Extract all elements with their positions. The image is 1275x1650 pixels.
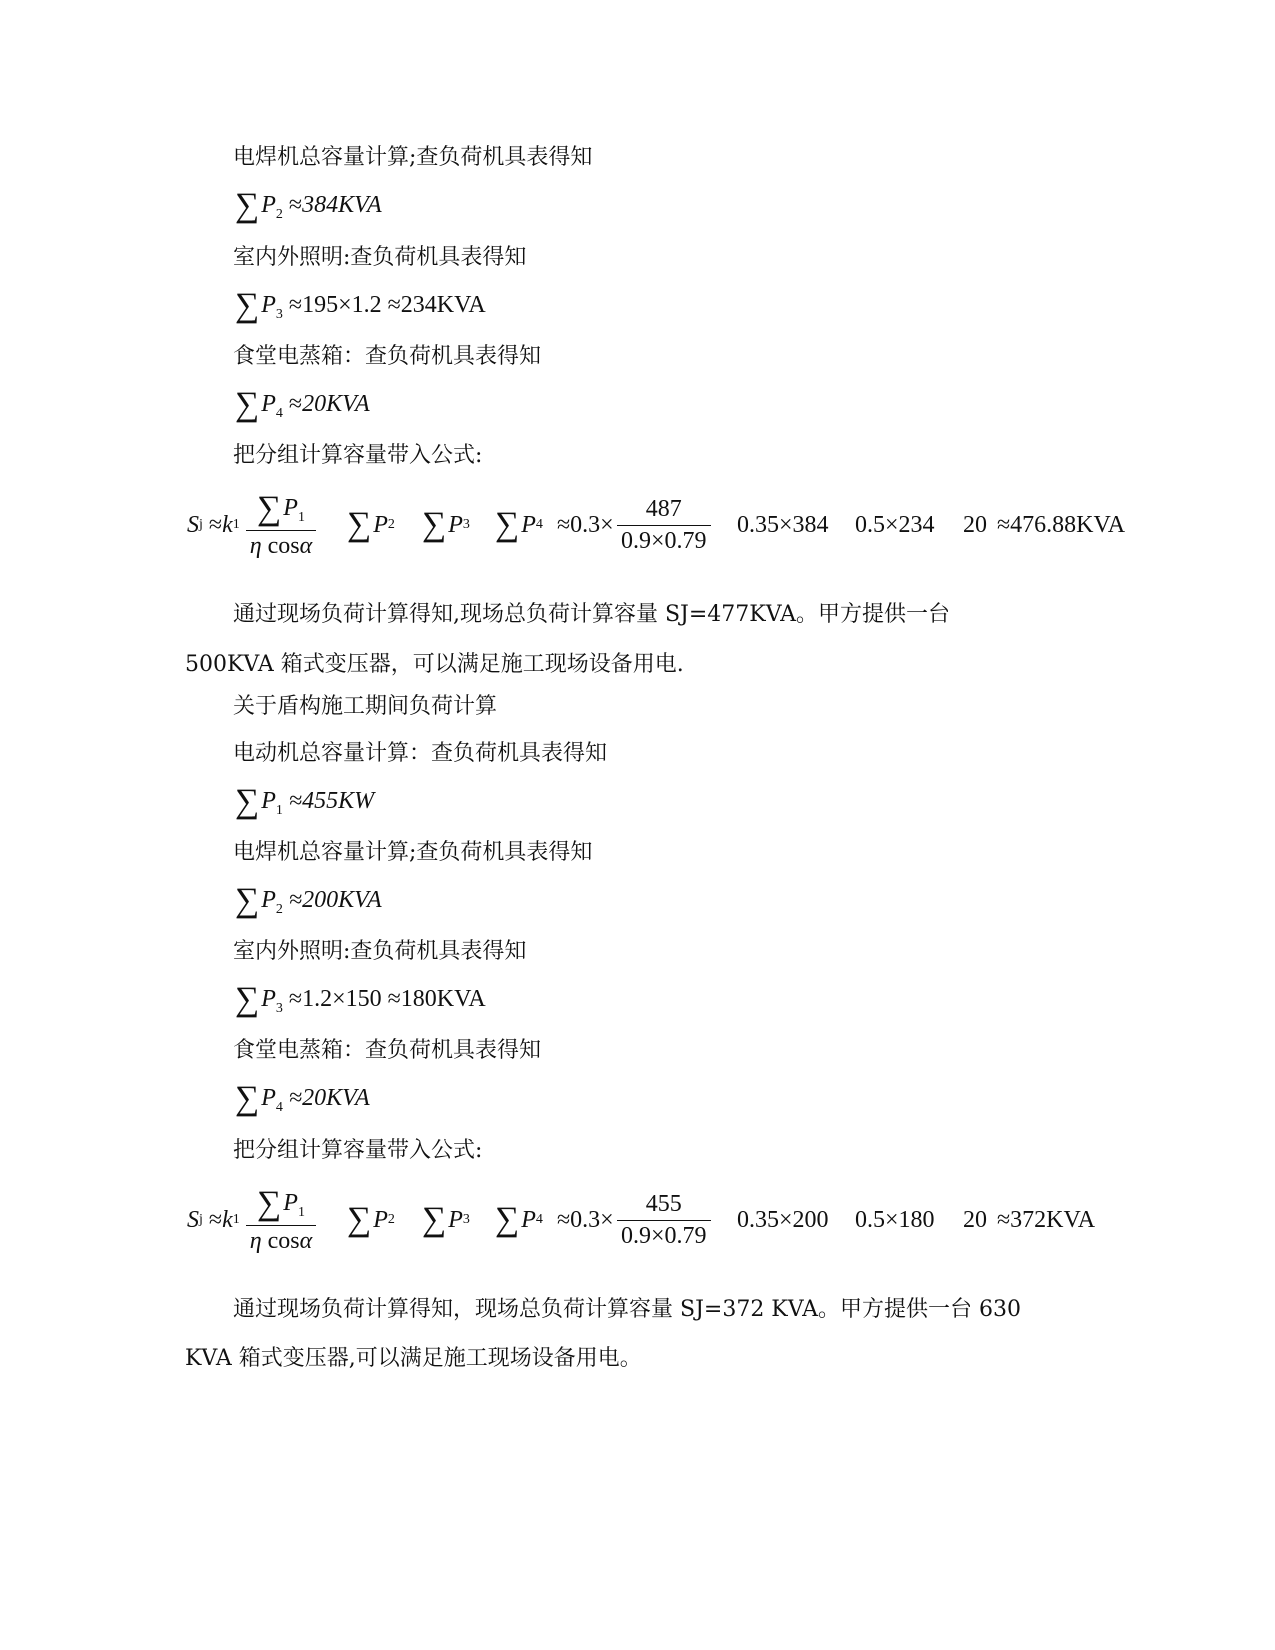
- equation-sum-p3: $\sum P_3 \approx 195\times 1.2 \approx 234KVA$: [235, 287, 486, 324]
- conclusion-2-line-1: 通过现场负荷计算得知，现场总负荷计算容量 SJ=372 KVA。甲方提供一台 630: [233, 1297, 1022, 1322]
- conclusion-1-line-2: 500KVA 箱式变压器，可以满足施工现场设备用电.: [185, 652, 684, 677]
- lighting-line: 室内外照明:查负荷机具表得知: [233, 245, 527, 270]
- canteen-line-b: 食堂电蒸箱：查负荷机具表得知: [233, 1038, 542, 1063]
- equation-sum-p4-b: $\sum P_4 \approx 20KVA$: [235, 1080, 370, 1117]
- equation-sum-p2: $\sum P_2 \approx 384KVA$: [235, 187, 382, 224]
- equation-sum-p1-b: $\sum P_1 \approx 455KW$: [235, 783, 375, 820]
- load-formula-1: S j ≈ k 1 $\frac{\sum P_1}{\text{η cosα}}$ ∑ P 2 ∑ P 3 ∑ P 4 ≈0.3× $\frac{487}{0.9\times 0.79}$ 0.35×384 0.5×234 20 ≈476.88KVA: [187, 490, 1126, 559]
- canteen-line: 食堂电蒸箱：查负荷机具表得知: [233, 344, 542, 369]
- shield-construction-heading: 关于盾构施工期间负荷计算: [233, 694, 498, 719]
- equation-sum-p3-b: $\sum P_3 \approx 1.2\times 150 \approx 180KVA$: [235, 981, 486, 1018]
- welder-capacity-line-b: 电焊机总容量计算;查负荷机具表得知: [233, 840, 593, 865]
- substitute-line: 把分组计算容量带入公式:: [233, 443, 483, 468]
- equation-sum-p2-b: $\sum P_2 \approx 200KVA$: [235, 882, 382, 919]
- welder-capacity-line: 电焊机总容量计算;查负荷机具表得知: [233, 145, 593, 170]
- lighting-line-b: 室内外照明:查负荷机具表得知: [233, 939, 527, 964]
- conclusion-1-line-1: 通过现场负荷计算得知,现场总负荷计算容量 SJ=477KVA。甲方提供一台: [233, 602, 951, 627]
- load-formula-2: S j ≈ k 1 $\frac{\sum P_1}{\text{η cosα}}$ ∑ P 2 ∑ P 3 ∑ P 4 ≈0.3× $\frac{455}{0.9\times 0.79}$ 0.35×200 0.5×180 20 ≈372KVA: [187, 1185, 1096, 1254]
- motor-capacity-line: 电动机总容量计算：查负荷机具表得知: [233, 741, 608, 766]
- conclusion-2-line-2: KVA 箱式变压器,可以满足施工现场设备用电。: [185, 1346, 642, 1371]
- substitute-line-b: 把分组计算容量带入公式:: [233, 1138, 483, 1163]
- equation-sum-p4: $\sum P_4 \approx 20KVA$: [235, 386, 370, 423]
